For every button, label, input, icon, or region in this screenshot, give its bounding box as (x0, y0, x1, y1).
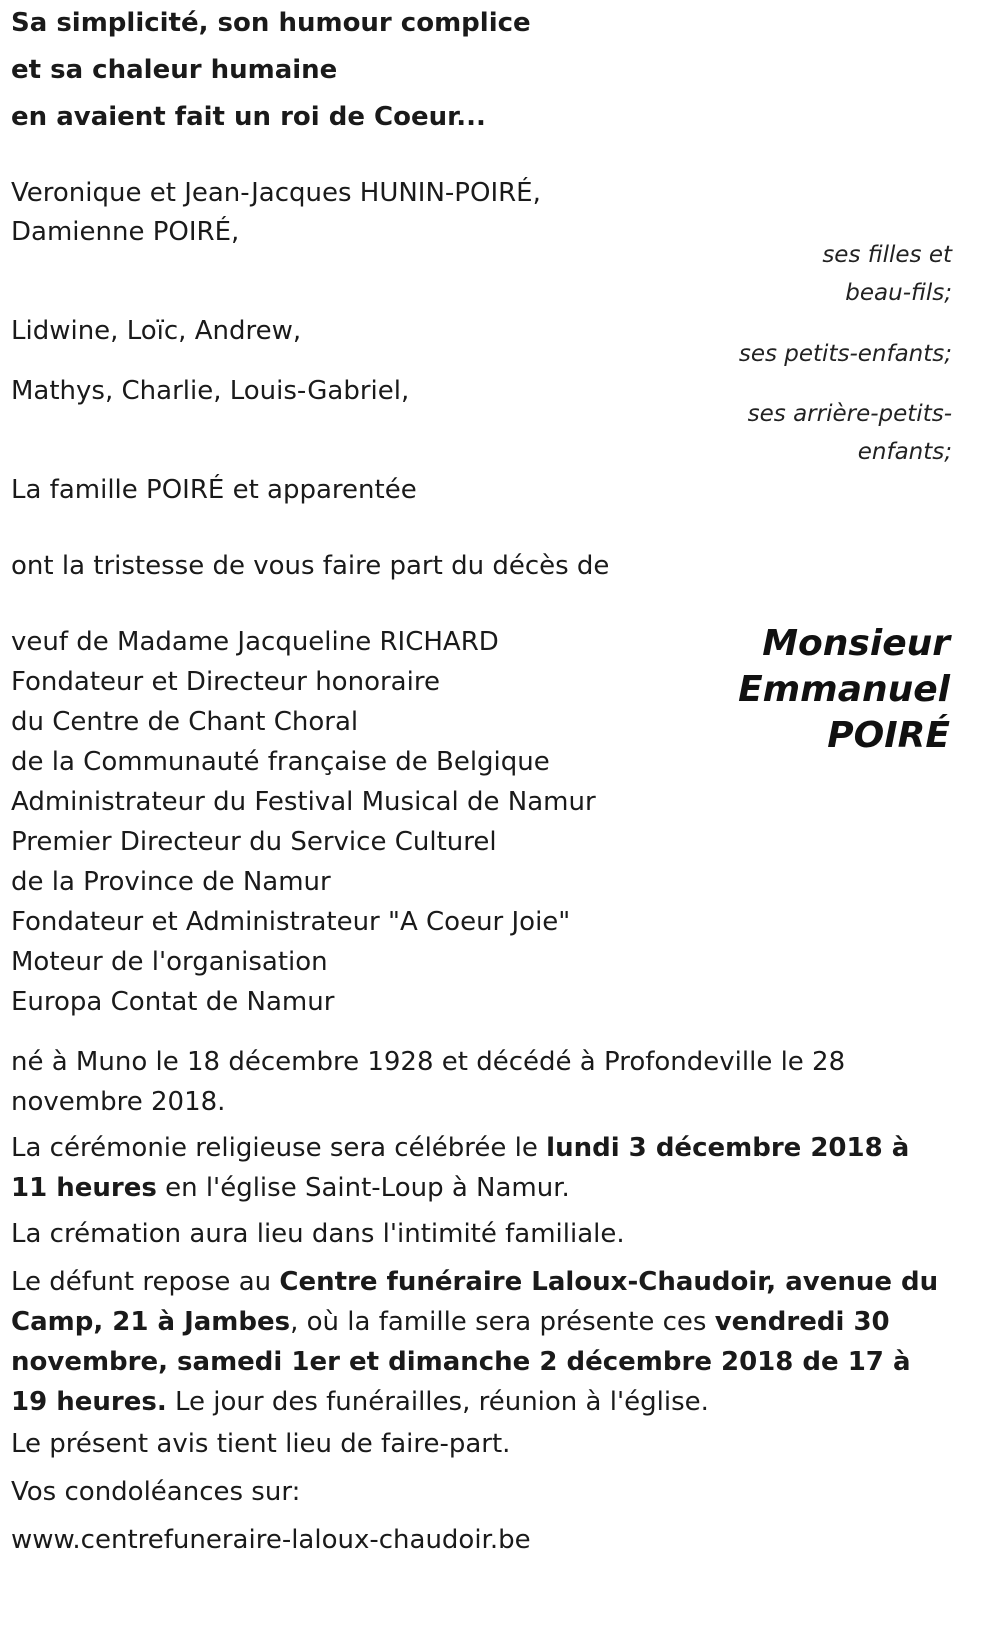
biography-line: de la Communauté française de Belgique (11, 747, 550, 777)
great-grandchildren-names: Mathys, Charlie, Louis-Gabriel, (11, 376, 410, 406)
rest-pre: Le défunt repose au (11, 1267, 280, 1297)
daughters-relation-1: ses filles et (822, 242, 952, 268)
grandchildren-names: Lidwine, Loïc, Andrew, (11, 316, 302, 346)
great-grandchildren-relation-1: ses arrière-petits- (747, 401, 952, 427)
ceremony-post: en l'église Saint-Loup à Namur. (156, 1173, 570, 1203)
biography-line: Administrateur du Festival Musical de Namur (11, 787, 596, 817)
cremation: La crémation aura lieu dans l'intimité familiale. (11, 1219, 625, 1249)
biography-line: de la Province de Namur (11, 867, 331, 897)
announcement: ont la tristesse de vous faire part du décès de (11, 551, 610, 581)
epigraph-line-2: et sa chaleur humaine (11, 55, 338, 85)
condolences: Vos condoléances sur: (11, 1477, 301, 1507)
family-line: La famille POIRÉ et apparentée (11, 475, 417, 505)
biography-line: Premier Directeur du Service Culturel (11, 827, 497, 857)
deceased-last-name: POIRÉ (827, 715, 950, 756)
deceased-title: Monsieur (762, 623, 950, 664)
ceremony (11, 1128, 941, 1208)
daughters-line-2: Damienne POIRÉ, (11, 217, 240, 247)
biography (11, 622, 596, 1022)
rest-info (11, 1262, 941, 1422)
biography-line: du Centre de Chant Choral (11, 707, 359, 737)
rest-post: Le jour des funérailles, réunion à l'église. (166, 1387, 709, 1417)
biography-line: Europa Contat de Namur (11, 987, 335, 1017)
biography-line: Fondateur et Administrateur "A Coeur Joie" (11, 907, 571, 937)
daughters-relation-2: beau-fils; (845, 280, 952, 306)
epigraph-line-3: en avaient fait un roi de Coeur... (11, 102, 486, 132)
ceremony-pre: La cérémonie religieuse sera célébrée le (11, 1133, 547, 1163)
biography-line: Fondateur et Directeur honoraire (11, 667, 440, 697)
rest-dates: vendredi 30 novembre, samedi 1er et dimanche 2 décembre 2018 de 17 à 19 heures. (11, 1307, 911, 1417)
rest-place: Centre funéraire Laloux-Chaudoir, avenue du Camp, 21 à Jambes (11, 1267, 939, 1337)
notice: Le présent avis tient lieu de faire-part. (11, 1429, 511, 1459)
great-grandchildren-relation-2: enfants; (857, 439, 952, 465)
ceremony-date: lundi 3 décembre 2018 à 11 heures (11, 1133, 910, 1203)
grandchildren-relation: ses petits-enfants; (738, 341, 952, 367)
daughters-line-1: Veronique et Jean-Jacques HUNIN-POIRÉ, (11, 178, 541, 208)
birth-death: né à Muno le 18 décembre 1928 et décédé à Profondeville le 28 novembre 2018. (11, 1047, 846, 1117)
website-link[interactable]: www.centrefuneraire-laloux-chaudoir.be (11, 1525, 531, 1555)
rest-mid: , où la famille sera présente ces (290, 1307, 715, 1337)
epigraph-line-1: Sa simplicité, son humour complice (11, 8, 531, 38)
deceased-first-name: Emmanuel (738, 669, 950, 710)
biography-line: veuf de Madame Jacqueline RICHARD (11, 627, 499, 657)
biography-line: Moteur de l'organisation (11, 947, 328, 977)
